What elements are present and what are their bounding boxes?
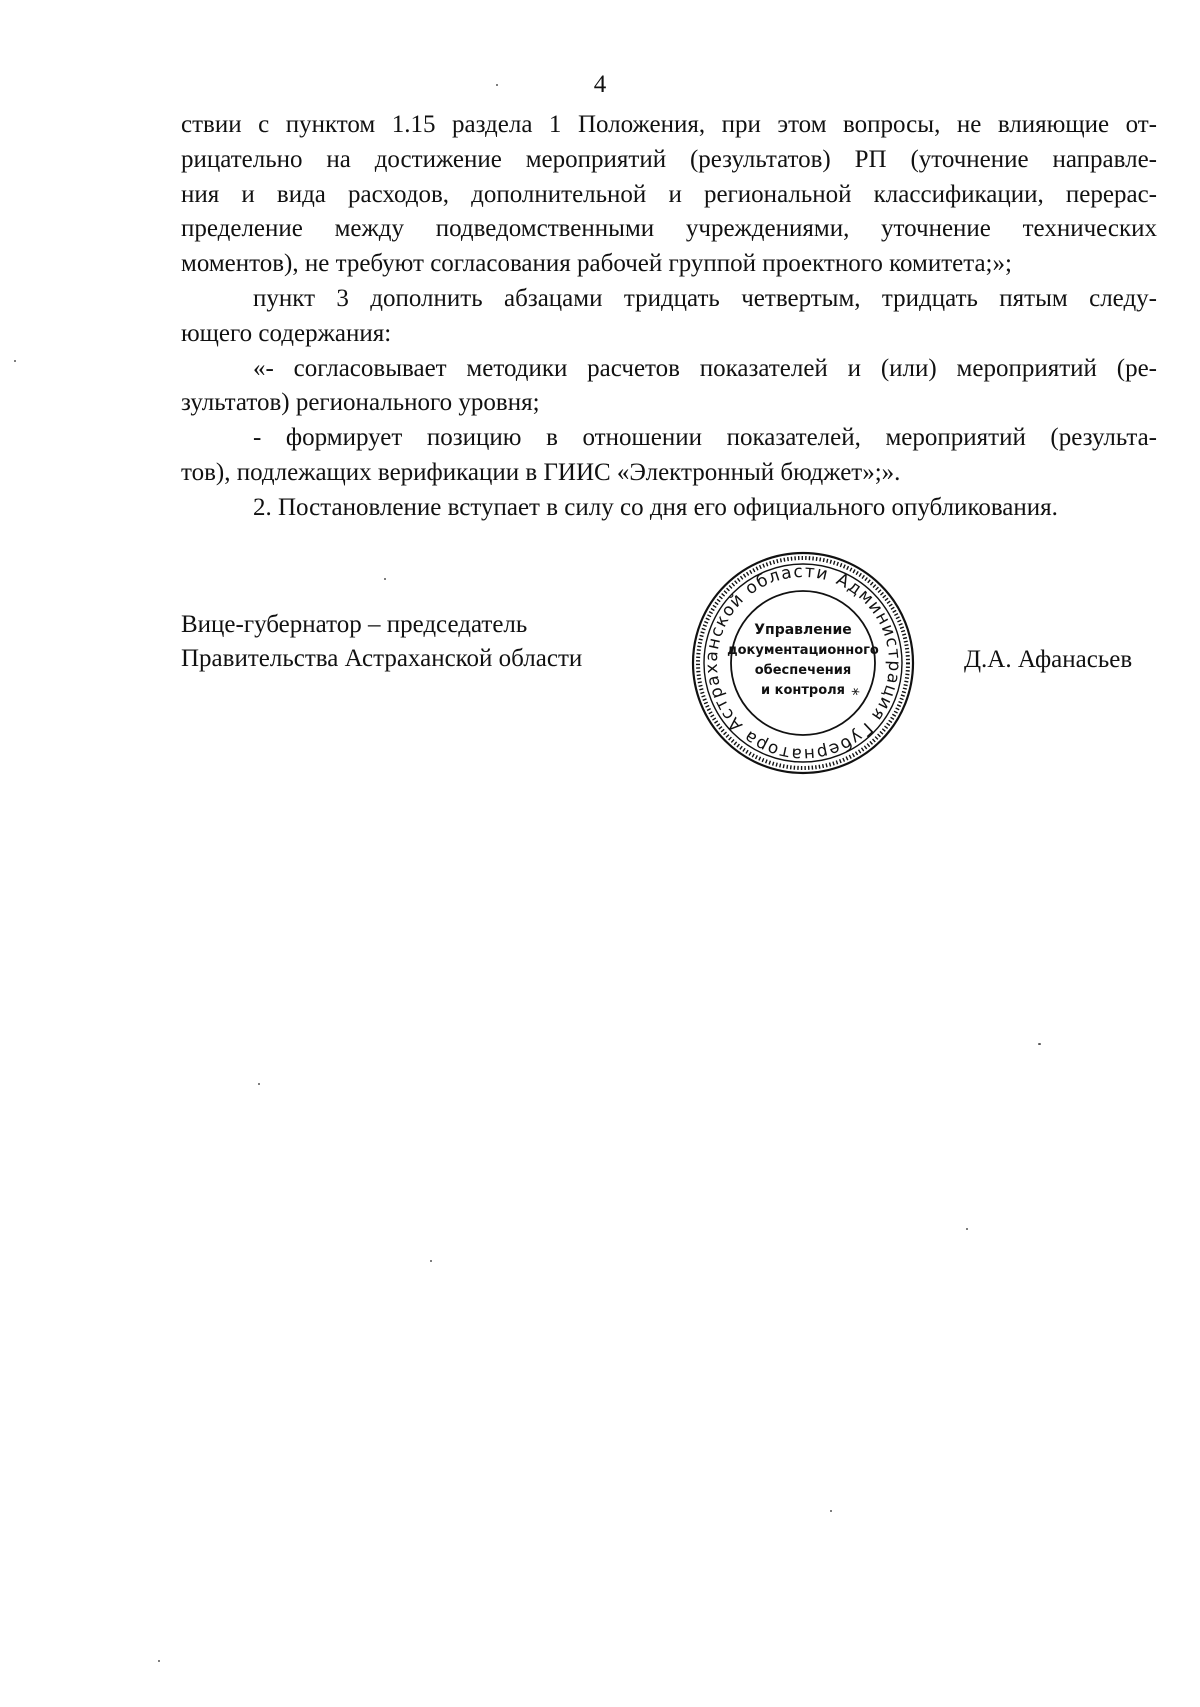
- scan-speck: [258, 1083, 260, 1085]
- body-line: ния и вида расходов, дополнительной и региональной классификации, перерас-: [181, 180, 1157, 208]
- scan-speck: [384, 578, 386, 580]
- scan-speck: [430, 1260, 432, 1262]
- scan-speck: [830, 1510, 832, 1512]
- body-line: зультатов) регионального уровня;: [181, 389, 540, 417]
- body-line: - формирует позицию в отношении показателей, мероприятий (результа-: [253, 424, 1157, 452]
- signatory-position-line: Вице-губернатор – председатель: [181, 611, 528, 638]
- body-line: 2. Постановление вступает в силу со дня его официального опубликования.: [253, 493, 1058, 521]
- scan-speck: [496, 84, 498, 86]
- body-line: моментов), не требуют согласования рабочей группой проектного комитета;»;: [181, 250, 1012, 278]
- signatory-position: [181, 608, 582, 676]
- stamp-inner-text: обеспечения: [754, 663, 852, 678]
- signatory-name: Д.А. Афанасьев: [964, 646, 1133, 673]
- stamp-graphic: [688, 548, 918, 778]
- stamp-outer-text: Администрация Губернатора Астраханской области: [701, 561, 905, 765]
- body-line: пределение между подведомственными учреждениями, уточнение технических: [181, 215, 1157, 243]
- page-number: 4: [593, 71, 607, 98]
- body-line: ющего содержания:: [181, 319, 392, 347]
- body-line: тов), подлежащих верификации в ГИИС «Электронный бюджет»;».: [181, 458, 901, 486]
- body-line: рицательно на достижение мероприятий (результатов) РП (уточнение направле-: [181, 145, 1157, 173]
- stamp-inner-text: и контроля: [760, 683, 846, 698]
- body-line: ствии с пунктом 1.15 раздела 1 Положения, при этом вопросы, не влияющие от-: [181, 111, 1157, 138]
- stamp-inner-text: документационного: [727, 643, 879, 658]
- scan-speck: [1038, 1043, 1041, 1045]
- scan-speck: [966, 1228, 968, 1230]
- body-line: «- согласовывает методики расчетов показателей и (или) мероприятий (ре-: [253, 354, 1157, 382]
- signatory-position-line: Правительства Астраханской области: [181, 645, 583, 672]
- scan-speck: [158, 1660, 160, 1662]
- document-body: [181, 108, 1157, 526]
- body-line: пункт 3 дополнить абзацами тридцать четвертым, тридцать пятым следу-: [253, 284, 1157, 312]
- official-stamp: [688, 548, 918, 778]
- stamp-inner-text: Управление: [754, 622, 852, 638]
- stamp-star: *: [849, 683, 865, 705]
- scan-speck: [14, 360, 16, 362]
